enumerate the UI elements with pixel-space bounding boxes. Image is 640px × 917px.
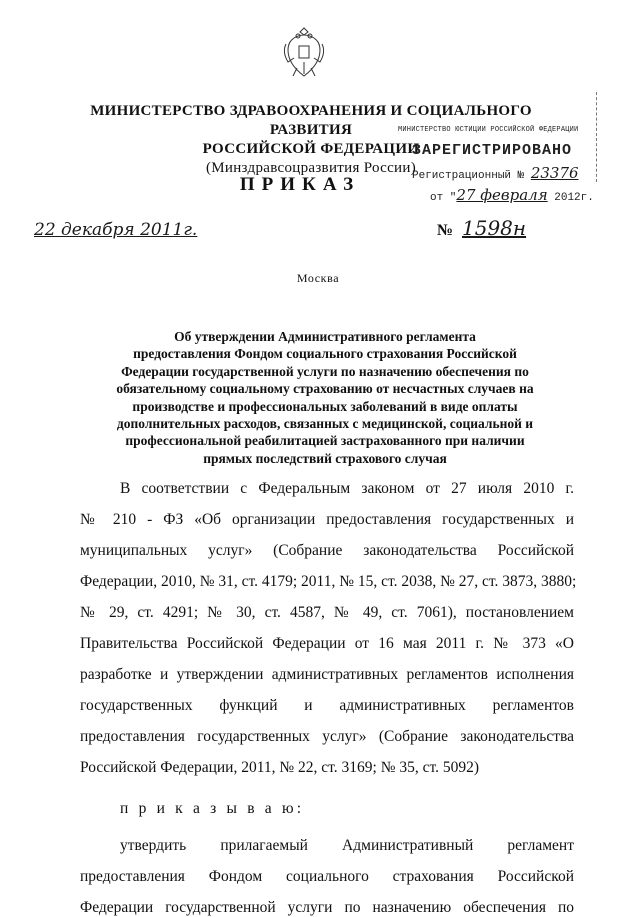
- body-line: Федерации, 2010, № 31, ст. 4179; 2011, № 15, ст. 2038, № 27, ст. 3873, 3880;: [80, 573, 577, 590]
- stamp-reg-number-row: [412, 164, 579, 182]
- body-line: утвердить прилагаемый Административный регламент: [120, 837, 574, 854]
- body-line: Правительства Российской Федерации от 16 мая 2011 г. № 373 «О: [80, 635, 574, 652]
- body-line: Федерации государственной услуги по назначению обеспечения по: [80, 899, 574, 916]
- title-line: обязательному социальному страхованию от несчастных случаев на: [116, 381, 534, 397]
- coat-of-arms-emblem: [280, 22, 328, 84]
- stamp-date-label: от ": [430, 192, 457, 204]
- ministry-short-name: (Минздравсоцразвития России): [205, 160, 417, 176]
- title-line: Об утверждении Административного регламента: [174, 329, 476, 344]
- body-line: предоставления государственных услуг» (Собрание законодательства: [80, 728, 574, 745]
- stamp-registered: ЗАРЕГИСТРИРОВАНО: [412, 142, 573, 159]
- ministry-line-2: РОССИЙСКОЙ ФЕДЕРАЦИИ: [202, 141, 420, 157]
- ministry-line-1: МИНИСТЕРСТВО ЗДРАВООХРАНЕНИЯ И СОЦИАЛЬНОГО РАЗВИТИЯ: [90, 103, 532, 138]
- body-line: № 210 - ФЗ «Об организации предоставления государственных и: [80, 511, 574, 528]
- body-line: В соответствии с Федеральным законом от 27 июля 2010 г.: [120, 480, 574, 497]
- body-line: № 29, ст. 4291; № 30, ст. 4587, № 49, ст. 7061), постановлением: [80, 604, 574, 621]
- stamp-organization: МИНИСТЕРСТВО ЮСТИЦИИ РОССИЙСКОЙ ФЕДЕРАЦИИ: [398, 126, 579, 134]
- stamp-reg-number: 23376: [530, 164, 579, 182]
- order-date-handwritten: 22 декабря 2011г.: [34, 220, 198, 240]
- registration-stamp: [398, 126, 608, 206]
- body-line: муниципальных услуг» (Собрание законодательства Российской: [80, 542, 574, 559]
- order-number-prefix: №: [437, 222, 454, 239]
- stamp-date-handwritten: 27 февраля: [456, 186, 548, 204]
- body-line: государственных функций и административных регламентов: [80, 697, 574, 714]
- title-line: прямых последствий страхового случая: [203, 450, 447, 466]
- document-type-heading: ПРИКАЗ: [239, 174, 361, 195]
- city-name: Москва: [296, 271, 340, 285]
- stamp-reg-label: Регистрационный №: [412, 170, 525, 182]
- body-line: предоставления Фондом социального страхования Российской: [80, 868, 574, 885]
- title-line: предоставления Фондом социального страхования Российской: [133, 346, 517, 362]
- title-line: дополнительных расходов, связанных с медицинской, социальной и: [116, 416, 534, 432]
- prikazyvayu-text: п р и к а з ы в а ю:: [120, 800, 305, 817]
- body-line: Российской Федерации, 2011, № 22, ст. 3169; № 35, ст. 5092): [80, 759, 480, 776]
- body-line: разработке и утверждении административных регламентов исполнения: [80, 666, 574, 683]
- title-line: профессиональной реабилитацией застрахованного при наличии: [125, 433, 525, 449]
- order-title: [110, 328, 540, 467]
- stamp-year: 2012г.: [554, 192, 594, 204]
- title-line: Федерации государственной услуги по назначению обеспечения по: [121, 363, 529, 379]
- stamp-date-row: [430, 186, 594, 204]
- title-line: производстве и профессиональных заболеваний в виде оплаты: [132, 398, 518, 414]
- order-number-handwritten: 1598н: [462, 216, 527, 240]
